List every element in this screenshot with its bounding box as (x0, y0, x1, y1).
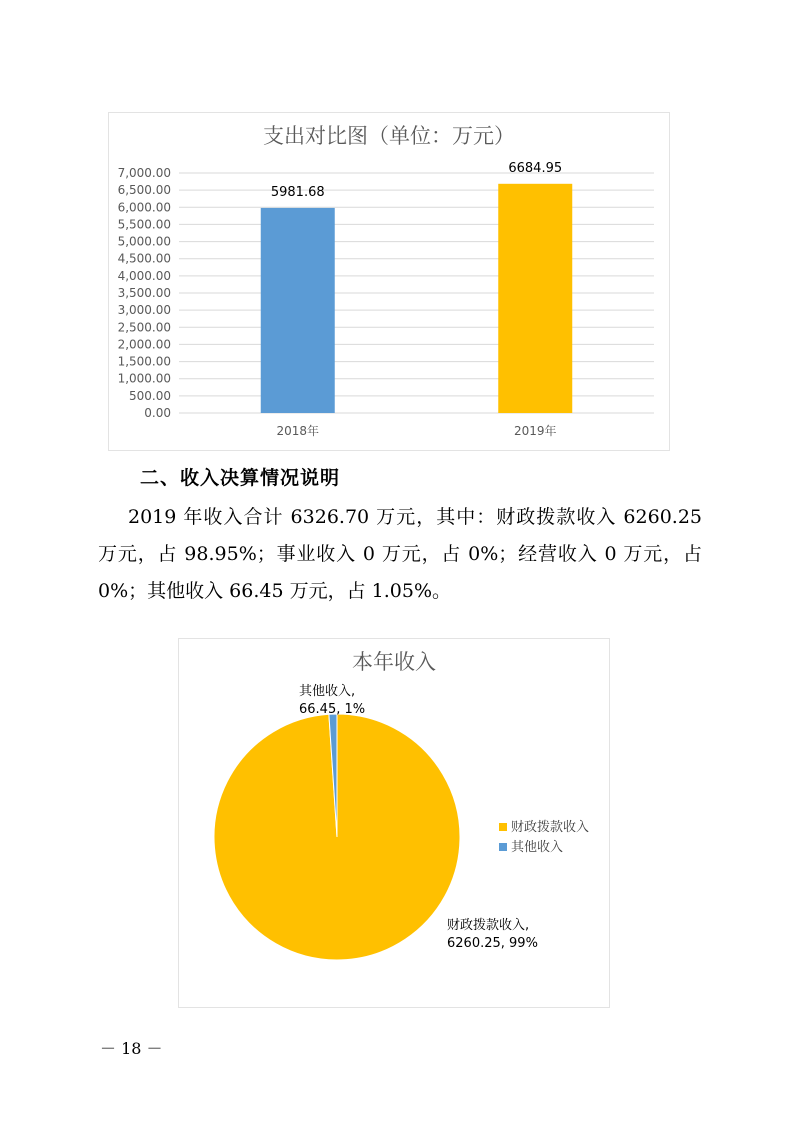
bar-y-tick-label: 5,500.00 (117, 217, 171, 232)
pie-label-other-line1: 其他收入, (299, 684, 356, 699)
pie-slices (214, 714, 460, 960)
bar-y-tick-label: 7,000.00 (117, 166, 171, 180)
pie-legend (499, 819, 589, 855)
pie-chart-title: 本年收入 (352, 650, 436, 674)
legend-swatch-other (499, 843, 507, 851)
bar-y-tick-label: 2,000.00 (117, 337, 171, 352)
bar-y-tick-label: 4,500.00 (117, 251, 171, 266)
pie-label-other-line2: 66.45, 1% (299, 702, 366, 717)
expense-bar-chart (108, 112, 670, 451)
bar-y-tick-label: 2,500.00 (117, 320, 171, 335)
bar-y-tick-label: 4,000.00 (117, 268, 171, 283)
bar-y-tick-label: 500.00 (129, 388, 171, 403)
section-heading: 二、收入决算情况说明 (140, 467, 341, 489)
legend-label-fiscal: 财政拨款收入 (511, 820, 590, 835)
bar-2019年 (498, 184, 572, 413)
bar-chart-svg (109, 113, 669, 450)
bar-y-tick-label: 5,000.00 (117, 234, 171, 249)
bar-series (261, 161, 573, 413)
bar-data-label: 6684.95 (508, 160, 563, 176)
pie-label-fiscal-line2: 6260.25, 99% (447, 936, 538, 951)
bar-chart-title: 支出对比图（单位：万元） (263, 124, 515, 148)
page-number: － 18 － (100, 1039, 163, 1058)
income-pie-chart (178, 638, 610, 1008)
bar-data-label: 5981.68 (270, 184, 325, 200)
income-paragraph: 2019 年收入合计 6326.70 万元，其中：财政拨款收入 6260.25 万元，占 98.95%；事业收入 0 万元，占 0%；经营收入 0 万元，占 0%；其他收入 66.45 万元，占 1.05%。 (98, 506, 702, 602)
bar-y-tick-label: 6,500.00 (117, 183, 171, 198)
bar-y-tick-label: 3,500.00 (117, 286, 171, 300)
bar-y-tick-label: 1,500.00 (117, 354, 171, 369)
bar-x-tick-label: 2019年 (513, 424, 557, 438)
pie-chart-svg (179, 639, 609, 1007)
pie-label-fiscal-line1: 财政拨款收入, (447, 918, 530, 933)
legend-swatch-fiscal (499, 823, 507, 831)
bar-2018年 (261, 208, 335, 413)
bar-y-tick-label: 6,000.00 (117, 200, 171, 215)
bar-x-axis-ticks (276, 423, 556, 438)
bar-x-tick-label: 2018年 (276, 424, 320, 438)
bar-gridlines (179, 173, 654, 413)
legend-label-other: 其他收入 (511, 840, 564, 855)
bar-y-axis-ticks (118, 166, 171, 420)
bar-y-tick-label: 1,000.00 (117, 371, 171, 386)
bar-y-tick-label: 3,000.00 (117, 303, 171, 318)
bar-y-tick-label: 0.00 (144, 406, 171, 420)
